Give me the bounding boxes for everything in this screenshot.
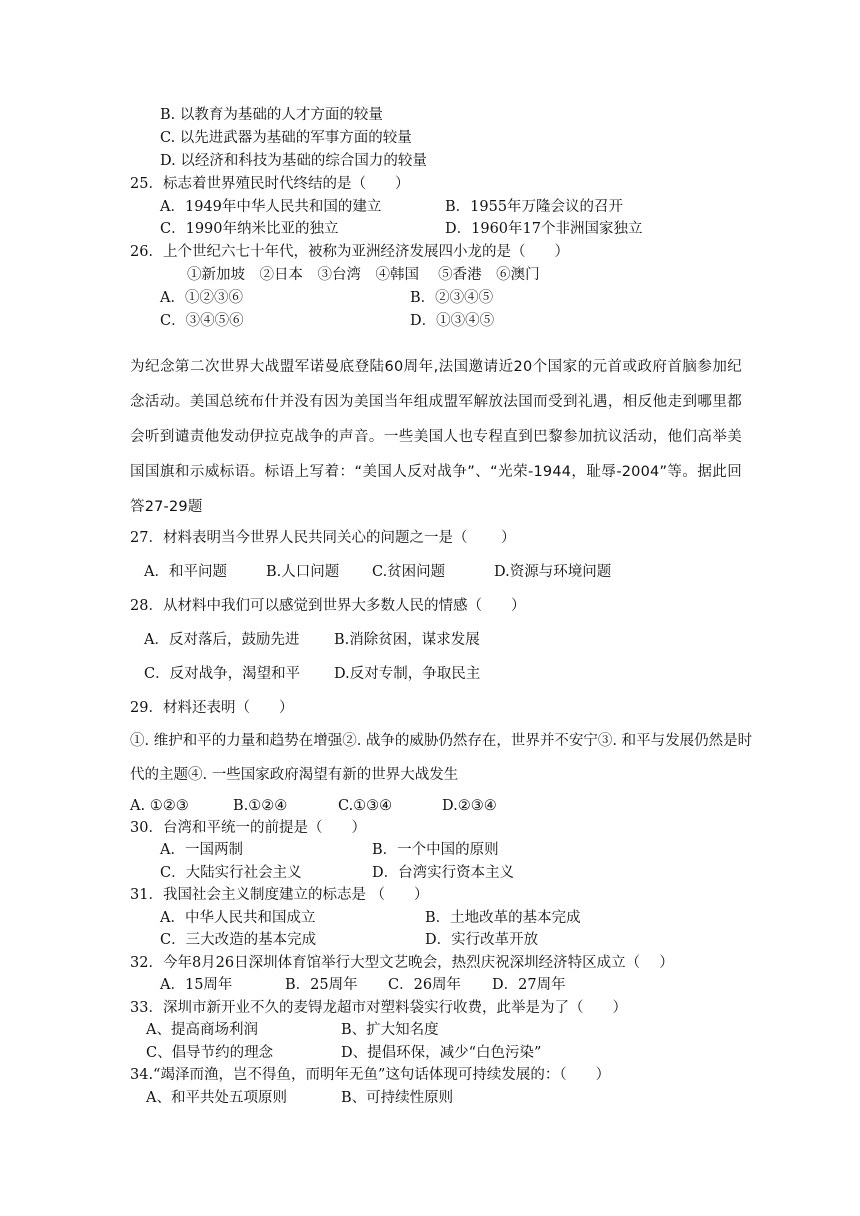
q24-option-d: D. 以经济和科技为基础的综合国力的较量 bbox=[160, 153, 427, 169]
q29-statement-line2: 代的主题④. 一些国家政府渴望有新的世界大战发生 bbox=[130, 767, 459, 783]
q26-option-b: B．②③④⑤ bbox=[410, 290, 494, 306]
q27-stem: 27．材料表明当今世界人民共同关心的问题之一是（ ） bbox=[130, 530, 516, 546]
q29-option-c: C.①③④ bbox=[338, 798, 393, 814]
q30-option-a: A．一国两制 bbox=[160, 842, 243, 858]
q32-option-c: C．26周年 bbox=[388, 977, 462, 993]
q32-option-d: D．27周年 bbox=[492, 977, 566, 993]
q31-option-d: D．实行改革开放 bbox=[425, 932, 539, 948]
q25-option-a: A．1949年中华人民共和国的建立 bbox=[160, 199, 382, 215]
q28-option-d: D.反对专制，争取民主 bbox=[334, 666, 481, 682]
q29-statement-line1: ①. 维护和平的力量和趋势在增强②. 战争的威胁仍然存在，世界并不安宁③. 和平与发展仍然是时 bbox=[130, 733, 753, 749]
q29-option-d: D.②③④ bbox=[442, 798, 497, 814]
q26-option-a: A．①②③⑥ bbox=[160, 290, 243, 306]
q26-option-d: D．①③④⑤ bbox=[410, 313, 495, 329]
q27-option-b: B.人口问题 bbox=[266, 564, 340, 580]
q30-option-d: D．台湾实行资本主义 bbox=[372, 865, 515, 881]
q28-option-b: B.消除贫困，谋求发展 bbox=[334, 632, 480, 648]
q26-option-c: C．③④⑤⑥ bbox=[160, 313, 244, 329]
q32-option-a: A．15周年 bbox=[160, 977, 233, 993]
q29-option-a: A. ①②③ bbox=[130, 798, 189, 814]
reading-material: 为纪念第二次世界大战盟军诺曼底登陆60周年,法国邀请近20个国家的元首或政府首脑参加纪念活动。美国总统布什并没有因为美国当年组成盟军解放法国而受到礼遇，相反他走到哪里都会听到谴责他发动伊拉克战争的声音。一些美国人也专程直到巴黎参加抗议活动，他们高举美国国旗和示威标语。标语上写着：“美国人反对战争”、“光荣-1944，耻辱-2004”等。据此回答27-29题 bbox=[130, 359, 742, 515]
q32-option-b: B．25周年 bbox=[285, 977, 358, 993]
q25-option-d: D．1960年17个非洲国家独立 bbox=[445, 221, 643, 237]
q28-option-c: C．反对战争，渴望和平 bbox=[144, 666, 301, 682]
q33-option-b: B、扩大知名度 bbox=[341, 1022, 439, 1038]
q26-stem: 26．上个世纪六七十年代，被称为亚洲经济发展四小龙的是（ ） bbox=[130, 244, 569, 260]
q31-option-c: C．三大改造的基本完成 bbox=[160, 932, 317, 948]
q27-option-a: A．和平问题 bbox=[144, 564, 227, 580]
q34-option-b: B、可持续性原则 bbox=[341, 1090, 454, 1106]
q27-option-d: D.资源与环境问题 bbox=[494, 564, 612, 580]
q32-stem: 32．今年8月26日深圳体育馆举行大型文艺晚会，热烈庆祝深圳经济特区成立（ ） bbox=[130, 955, 674, 971]
q29-option-b: B.①②④ bbox=[233, 798, 288, 814]
q30-stem: 30．台湾和平统一的前提是（ ） bbox=[130, 820, 366, 836]
q31-stem: 31．我国社会主义制度建立的标志是 （ ） bbox=[130, 887, 429, 903]
q24-option-b: B. 以教育为基础的人才方面的较量 bbox=[160, 107, 383, 123]
q33-option-a: A、提高商场利润 bbox=[146, 1022, 258, 1038]
q31-option-a: A．中华人民共和国成立 bbox=[160, 910, 316, 926]
q25-option-b: B．1955年万隆会议的召开 bbox=[445, 199, 624, 215]
q33-option-c: C、倡导节约的理念 bbox=[146, 1045, 274, 1061]
q34-option-a: A、和平共处五项原则 bbox=[146, 1090, 287, 1106]
q28-option-a: A．反对落后，鼓励先进 bbox=[144, 632, 300, 648]
q30-option-b: B．一个中国的原则 bbox=[372, 842, 499, 858]
q33-option-d: D、提倡环保，减少“白色污染” bbox=[341, 1045, 542, 1061]
q34-stem: 34.“竭泽而渔，岂不得鱼，而明年无鱼”这句话体现可持续发展的：（ ） bbox=[130, 1067, 611, 1083]
q33-stem: 33．深圳市新开业不久的麦锝龙超市对塑料袋实行收费，此举是为了（ ） bbox=[130, 1000, 627, 1016]
q25-stem: 25．标志着世界殖民时代终结的是（ ） bbox=[130, 176, 410, 192]
q25-option-c: C．1990年纳米比亚的独立 bbox=[160, 221, 339, 237]
q26-items: ①新加坡 ②日本 ③台湾 ④韩国 ⑤香港 ⑥澳门 bbox=[187, 267, 540, 283]
q24-option-c: C. 以先进武器为基础的军事方面的较量 bbox=[160, 130, 412, 146]
q31-option-b: B．土地改革的基本完成 bbox=[425, 910, 581, 926]
q30-option-c: C．大陆实行社会主义 bbox=[160, 865, 302, 881]
q28-stem: 28．从材料中我们可以感觉到世界大多数人民的情感（ ） bbox=[130, 598, 526, 614]
q27-option-c: C.贫困问题 bbox=[372, 564, 446, 580]
q29-stem: 29．材料还表明（ ） bbox=[130, 700, 294, 716]
